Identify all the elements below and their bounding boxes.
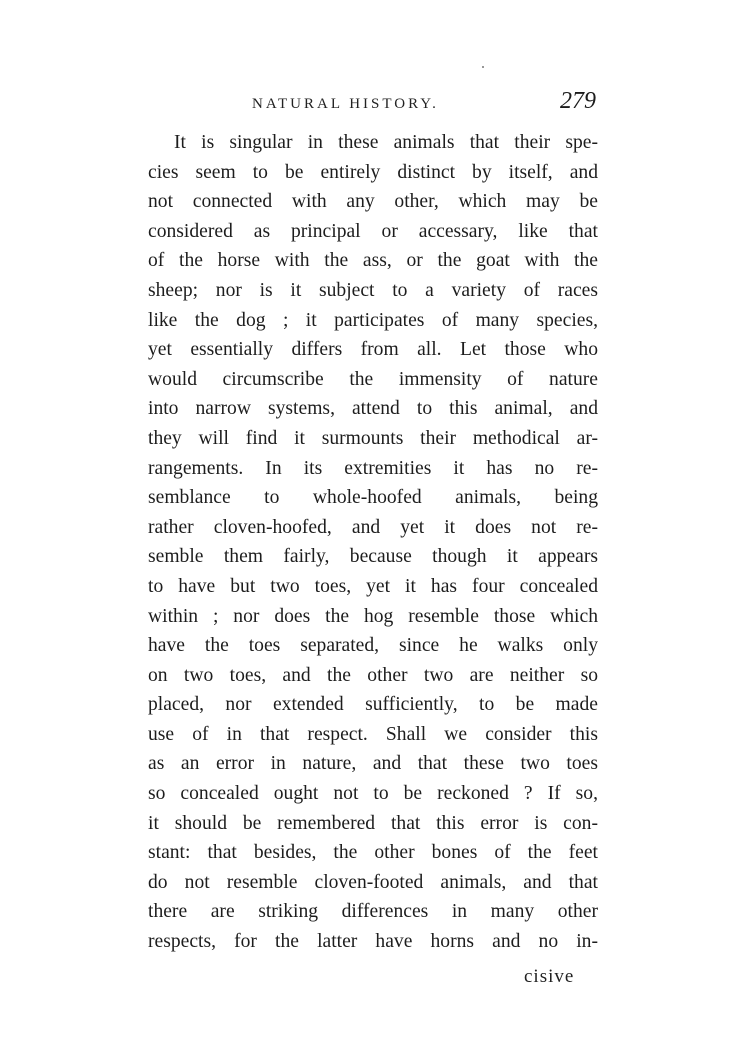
text-line: stant: that besides, the other bones of the feet <box>148 842 598 864</box>
text-line: of the horse with the ass, or the goat with the <box>148 250 598 272</box>
page-number: 279 <box>560 88 596 114</box>
text-line: they will find it surmounts their methodical ar- <box>148 427 598 449</box>
text-line: cies seem to be entirely distinct by itself, and <box>148 161 598 183</box>
text-line: not connected with any other, which may be <box>148 191 598 213</box>
text-line: respects, for the latter have horns and no in- <box>148 931 598 953</box>
text-line: into narrow systems, attend to this animal, and <box>148 398 598 420</box>
text-line: within ; nor does the hog resemble those which <box>148 605 598 627</box>
body-text <box>148 128 598 957</box>
text-line: use of in that respect. Shall we consider this <box>148 723 598 745</box>
text-line: so concealed ought not to be reckoned ? If so, <box>148 783 598 805</box>
text-line: semble them fairly, because though it appears <box>148 546 598 568</box>
text-line: would circumscribe the immensity of nature <box>148 368 598 390</box>
paper-speck <box>482 66 484 68</box>
text-line: placed, nor extended sufficiently, to be made <box>148 694 598 716</box>
text-line: like the dog ; it participates of many species, <box>148 309 598 331</box>
text-line: there are striking differences in many other <box>148 901 598 923</box>
text-line: to have but two toes, yet it has four concealed <box>148 575 598 597</box>
text-line: considered as principal or accessary, like that <box>148 220 598 242</box>
text-line: as an error in nature, and that these two toes <box>148 753 598 775</box>
text-line: sheep; nor is it subject to a variety of races <box>148 279 598 301</box>
text-line: rangements. In its extremities it has no re- <box>148 457 598 479</box>
running-title: NATURAL HISTORY. <box>252 96 439 112</box>
catchword: cisive <box>524 966 575 987</box>
text-line: have the toes separated, since he walks only <box>148 635 598 657</box>
text-line: semblance to whole-hoofed animals, being <box>148 487 598 509</box>
text-line: on two toes, and the other two are neither so <box>148 664 598 686</box>
text-line: rather cloven-hoofed, and yet it does not re- <box>148 516 598 538</box>
text-line: it should be remembered that this error is con- <box>148 812 598 834</box>
text-line: yet essentially differs from all. Let those who <box>148 339 598 361</box>
text-line: do not resemble cloven-footed animals, and that <box>148 871 598 893</box>
running-head <box>150 88 600 122</box>
text-line: It is singular in these animals that their spe- <box>174 132 598 153</box>
